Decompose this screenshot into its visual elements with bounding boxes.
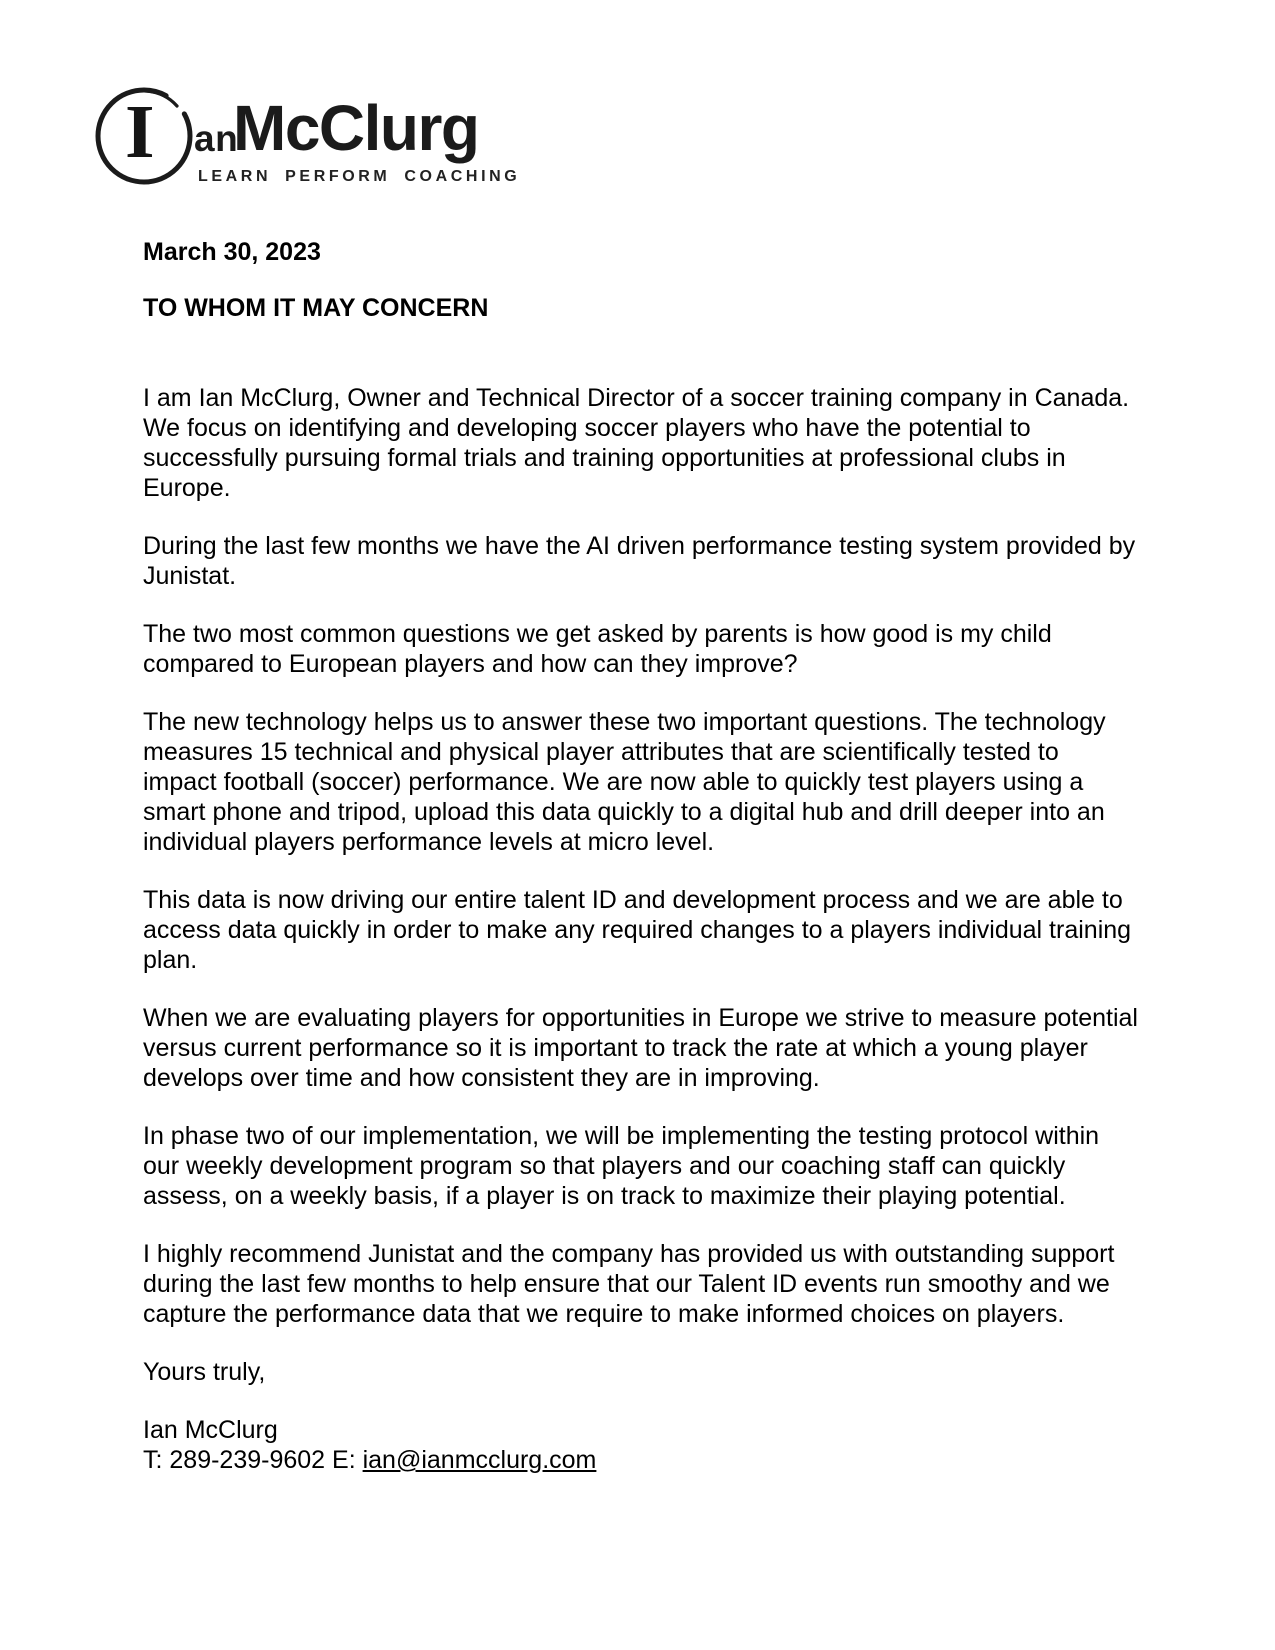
company-logo [95,78,521,198]
paragraph-talent-id: This data is now driving our entire talent ID and development process and we are able to access data quickly in order to make any required changes to a players individual training plan. [143,886,1139,974]
email-link[interactable]: ian@ianmcclurg.com [362,1446,597,1474]
paragraph-recommendation: I highly recommend Junistat and the company has provided us with outstanding support during the last few months to help ensure that our Talent ID events run smoothy and we capture the performance data that we require to make informed choices on players. [143,1240,1122,1328]
paragraph-common-questions: The two most common questions we get asked by parents is how good is my child compared to European players and how can they improve? [143,620,1059,678]
paragraph-intro: I am Ian McClurg, Owner and Technical Director of a soccer training company in Canada. We focus on identifying and developing soccer players who have the potential to successfully pursuing formal trials and training opportunities at professional clubs in Europe. [143,384,1144,502]
letter-closing: Yours truly, [143,1358,266,1386]
paragraph-junistat-system: During the last few months we have the AI driven performance testing system provided by Junistat. [143,532,1143,590]
contact-line [143,1445,1138,1475]
signature-block [143,1415,1138,1475]
letter-salutation: TO WHOM IT MAY CONCERN [143,294,489,322]
logo-name: McClurg [233,92,479,164]
contact-prefix: T: 289-239-9602 E: [143,1446,363,1474]
letter-content [143,237,1145,1475]
paragraph-technology: The new technology helps us to answer these two important questions. The technology measures 15 technical and physical player attributes that are scientifically tested to impact football (soccer) performance. We are now able to quickly test players using a smart phone and tripod, upload this data quickly to a digital hub and drill deeper into an individual players performance levels at micro level. [143,708,1113,856]
logo-tagline: LEARN PERFORM COACHING [198,168,521,185]
paragraph-evaluating-players: When we are evaluating players for opportunities in Europe we strive to measure potential versus current performance so it is important to track the rate at which a young player develops over time and how consistent they are in improving. [143,1004,1145,1092]
signature-name: Ian McClurg [143,1416,278,1444]
paragraph-phase-two: In phase two of our implementation, we will be implementing the testing protocol within our weekly development program so that players and our coaching staff can quickly assess, on a weekly basis, if a player is on track to maximize their playing potential. [143,1122,1107,1210]
logo-name-small: an [194,118,239,159]
logo-monogram: I [125,90,155,174]
letter-date: March 30, 2023 [143,238,321,266]
